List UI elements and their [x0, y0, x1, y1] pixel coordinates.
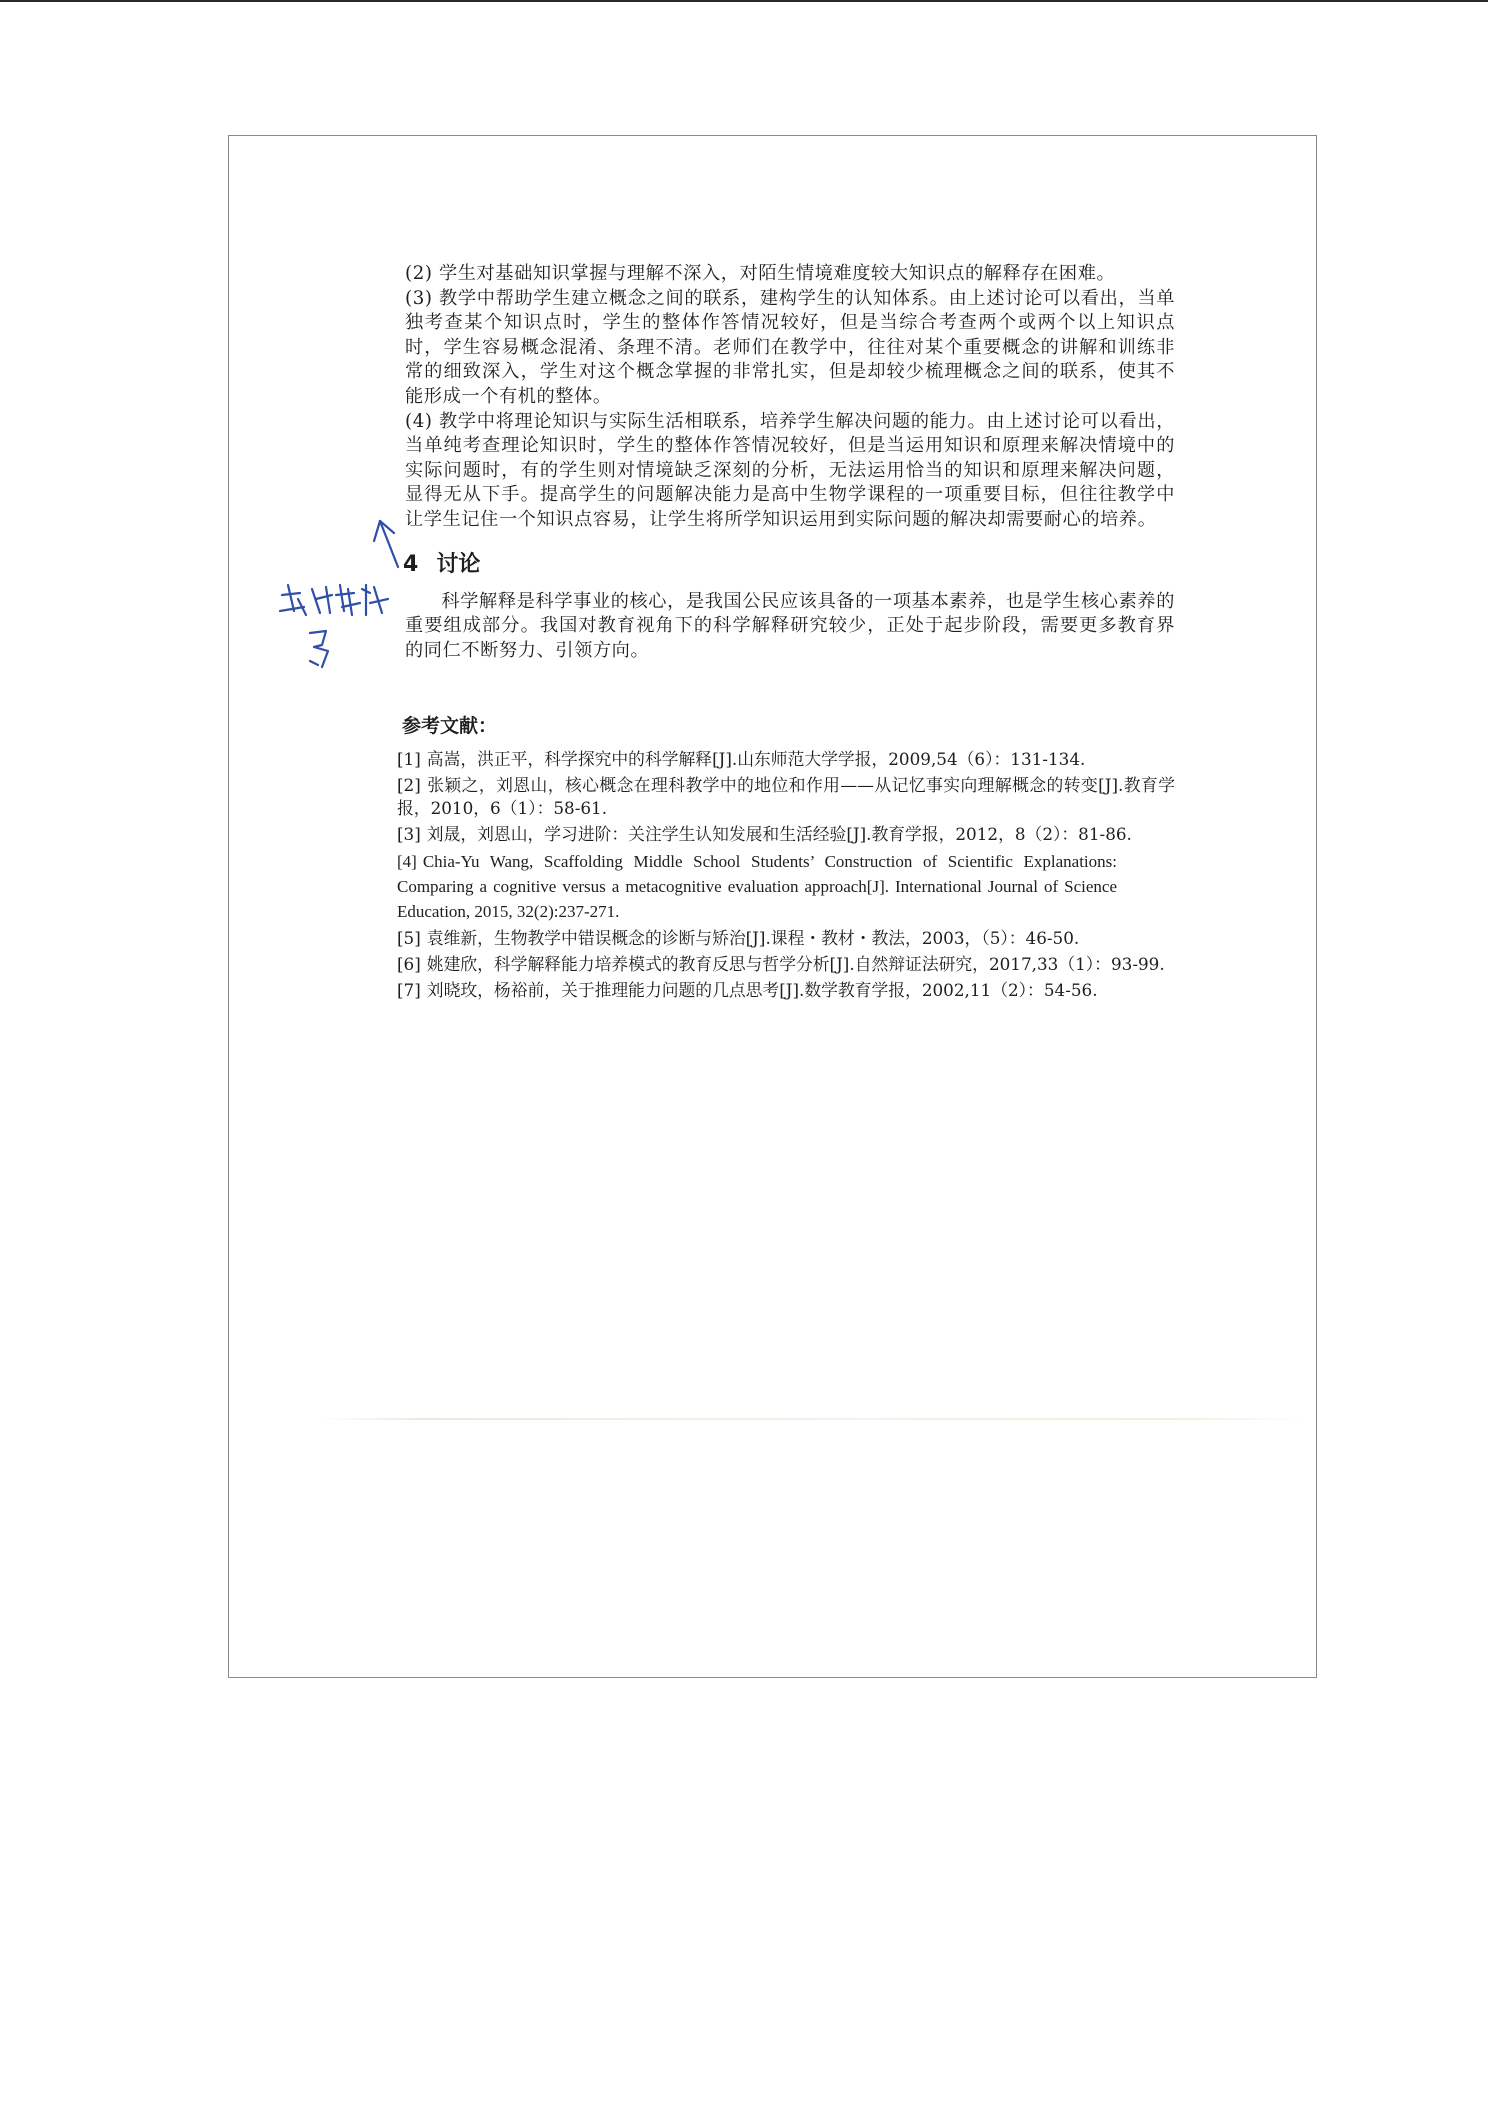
section-paragraph: 科学解释是科学事业的核心，是我国公民应该具备的一项基本素养，也是学生核心素养的重要组成部分。我国对教育视角下的科学解释研究较少，正处于起步阶段，需要更多教育界的同仁不断努力、引领方向。: [405, 590, 1175, 661]
reference-text: 刘晓玫，杨裕前，关于推理能力问题的几点思考[J].数学教育学报，2002,11（2）：54-56.: [426, 980, 1098, 1001]
paragraph-point-4: (4) 教学中将理论知识与实际生活相联系，培养学生解决问题的能力。由上述讨论可以看出，当单纯考查理论知识时，学生的整体作答情况较好，但是当运用知识和原理来解决情境中的实际问题时，有的学生则对情境缺乏深刻的分析，无法运用恰当的知识和原理来解决问题，显得无从下手。提高学生的问题解决能力是高中生物学课程的一项重要目标，但往往教学中让学生记住一个知识点容易，让学生将所学知识运用到实际问题的解决却需要耐心的培养。: [405, 410, 1175, 530]
reference-number: [6]: [397, 954, 421, 975]
reference-item: [397, 823, 1175, 846]
reference-item: [397, 774, 1175, 820]
section-title: 讨论: [436, 551, 481, 577]
reference-number: [2]: [397, 775, 421, 796]
paragraph-point-3: (3) 教学中帮助学生建立概念之间的联系，建构学生的认知体系。由上述讨论可以看出，当单独考查某个知识点时，学生的整体作答情况较好，但是当综合考查两个或两个以上知识点时，学生容易概念混淆、条理不清。老师们在教学中，往往对某个重要概念的讲解和训练非常的细致深入，学生对这个概念掌握的非常扎实，但是却较少梳理概念之间的联系，使其不能形成一个有机的整体。: [405, 287, 1175, 407]
section-number: 4: [403, 551, 419, 577]
reference-item: [397, 748, 1175, 771]
reference-item: [397, 849, 1117, 924]
reference-item: [397, 927, 1175, 950]
reference-text: 刘晟，刘恩山，学习进阶：关注学生认知发展和生活经验[J].教育学报，2012，8（2）：81-86.: [426, 824, 1132, 845]
reference-number: [1]: [397, 749, 421, 770]
reference-text: 张颖之，刘恩山，核心概念在理科教学中的地位和作用——从记忆事实向理解概念的转变[J].教育学报，2010，6（1）：58-61.: [397, 775, 1175, 819]
references-title: 参考文献：: [402, 715, 498, 738]
reference-item: [397, 953, 1175, 976]
scan-artifact-line: [320, 1418, 1310, 1420]
handwritten-annotation: [270, 515, 430, 695]
reference-number: [4]: [397, 852, 417, 872]
reference-number: [3]: [397, 824, 421, 845]
reference-number: [7]: [397, 980, 421, 1001]
scan-top-edge: [0, 0, 1488, 2]
paragraph-point-2: (2) 学生对基础知识掌握与理解不深入，对陌生情境难度较大知识点的解释存在困难。: [405, 263, 1116, 284]
reference-item: [397, 979, 1175, 1002]
reference-text: 袁维新，生物教学中错误概念的诊断与矫治[J].课程・教材・教法，2003，（5）：46-50.: [426, 928, 1080, 949]
reference-text: 姚建欣，科学解释能力培养模式的教育反思与哲学分析[J].自然辩证法研究，2017,33（1）：93-99.: [426, 954, 1165, 975]
reference-number: [5]: [397, 928, 421, 949]
section-heading: [403, 547, 1175, 578]
reference-text: Chia-Yu Wang, Scaffolding Middle School Students’ Construction of Scientific Explanations: Comparing a cognitive versus a metacognitive evaluation approach[J]. International Journal of Science Education, 2015, 32(2):237-271.: [397, 852, 1117, 922]
reference-text: 高嵩，洪正平，科学探究中的科学解释[J].山东师范大学学报，2009,54（6）：131-134.: [426, 749, 1086, 770]
document-body: [397, 262, 1175, 1005]
